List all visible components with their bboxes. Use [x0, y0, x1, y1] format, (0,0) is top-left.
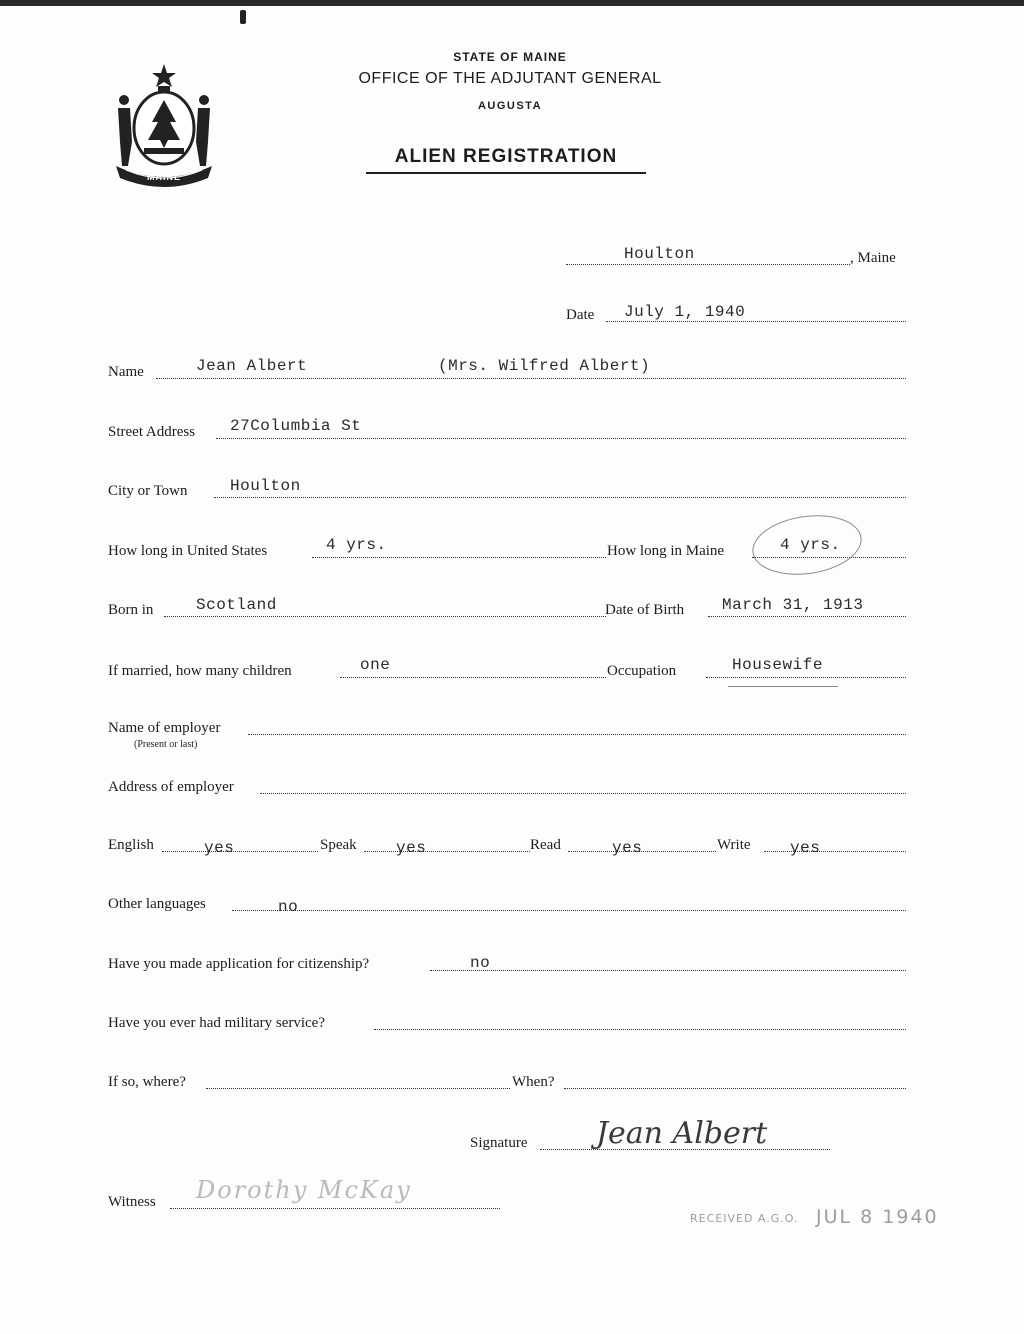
read-value: yes	[612, 839, 643, 857]
maine-state-seal-icon	[108, 62, 220, 188]
date-line	[606, 321, 906, 322]
employer-address-label: Address of employer	[108, 779, 234, 795]
city-value: Houlton	[230, 477, 301, 495]
name-aside-value: (Mrs. Wilfred Albert)	[438, 357, 651, 375]
born-value: Scotland	[196, 596, 277, 614]
date-label: Date	[566, 307, 595, 323]
header-city: AUGUSTA	[477, 100, 543, 112]
employer-sublabel: (Present or last)	[134, 739, 198, 750]
street-value: 27Columbia St	[230, 417, 362, 435]
where-label: If so, where?	[108, 1074, 186, 1090]
children-line	[340, 677, 606, 678]
dob-label: Date of Birth	[605, 602, 685, 618]
english-line	[162, 851, 318, 852]
name-value: Jean Albert	[196, 357, 308, 375]
place-suffix: , Maine	[850, 250, 896, 266]
signature-value: Jean Albert	[596, 1116, 768, 1151]
header-office: OFFICE OF THE ADJUTANT GENERAL	[358, 70, 662, 87]
date-value: July 1, 1940	[624, 303, 746, 321]
occupation-label: Occupation	[607, 663, 677, 679]
name-label: Name	[108, 364, 144, 380]
received-stamp-text: RECEIVED A.G.O.	[690, 1212, 799, 1225]
city-label: City or Town	[108, 483, 188, 499]
page-top-border	[0, 0, 1024, 6]
other-languages-label: Other languages	[108, 896, 206, 912]
employer-line	[248, 734, 906, 735]
occupation-line	[706, 677, 906, 678]
english-value: yes	[204, 839, 235, 857]
received-stamp-date: JUL 8 1940	[816, 1206, 939, 1228]
born-label: Born in	[108, 602, 154, 618]
citizenship-value: no	[470, 954, 491, 972]
city-line	[214, 497, 906, 498]
speak-line	[364, 851, 530, 852]
maine-time-value: 4 yrs.	[780, 536, 841, 554]
occupation-value: Housewife	[732, 656, 823, 674]
witness-line	[170, 1208, 500, 1209]
header-state: STATE OF MAINE	[453, 50, 567, 64]
dob-line	[708, 616, 906, 617]
street-line	[216, 438, 906, 439]
write-line	[764, 851, 906, 852]
employer-address-line	[260, 793, 906, 794]
where-line	[206, 1088, 510, 1089]
place-value: Houlton	[624, 245, 695, 263]
circled-mark	[748, 509, 865, 582]
occupation-underline	[728, 686, 838, 687]
military-label: Have you ever had military service?	[108, 1015, 325, 1031]
citizenship-line	[430, 970, 906, 971]
name-line	[156, 378, 906, 379]
children-label: If married, how many children	[108, 663, 292, 679]
maine-time-label: How long in Maine	[607, 543, 725, 559]
witness-value: Dorothy McKay	[196, 1176, 412, 1204]
us-time-line	[312, 557, 606, 558]
seal-banner-text: MAINE	[147, 172, 181, 182]
when-line	[564, 1088, 906, 1089]
employer-label: Name of employer	[108, 720, 221, 736]
read-label: Read	[530, 837, 561, 853]
write-value: yes	[790, 839, 821, 857]
military-line	[374, 1029, 906, 1030]
tack-mark	[240, 10, 246, 24]
children-value: one	[360, 656, 391, 674]
us-time-value: 4 yrs.	[326, 536, 387, 554]
citizenship-label: Have you made application for citizenship?	[108, 956, 370, 972]
born-line	[164, 616, 606, 617]
when-label: When?	[512, 1074, 555, 1090]
signature-label: Signature	[470, 1135, 528, 1151]
english-label: English	[108, 837, 154, 853]
speak-label: Speak	[320, 837, 357, 853]
other-languages-value: no	[278, 898, 299, 916]
us-time-label: How long in United States	[108, 543, 268, 559]
dob-value: March 31, 1913	[722, 596, 864, 614]
witness-label: Witness	[108, 1194, 156, 1210]
place-line	[566, 264, 850, 265]
write-label: Write	[717, 837, 751, 853]
street-label: Street Address	[108, 424, 196, 440]
speak-value: yes	[396, 839, 427, 857]
form-title: ALIEN REGISTRATION	[366, 146, 646, 174]
other-languages-line	[232, 910, 906, 911]
